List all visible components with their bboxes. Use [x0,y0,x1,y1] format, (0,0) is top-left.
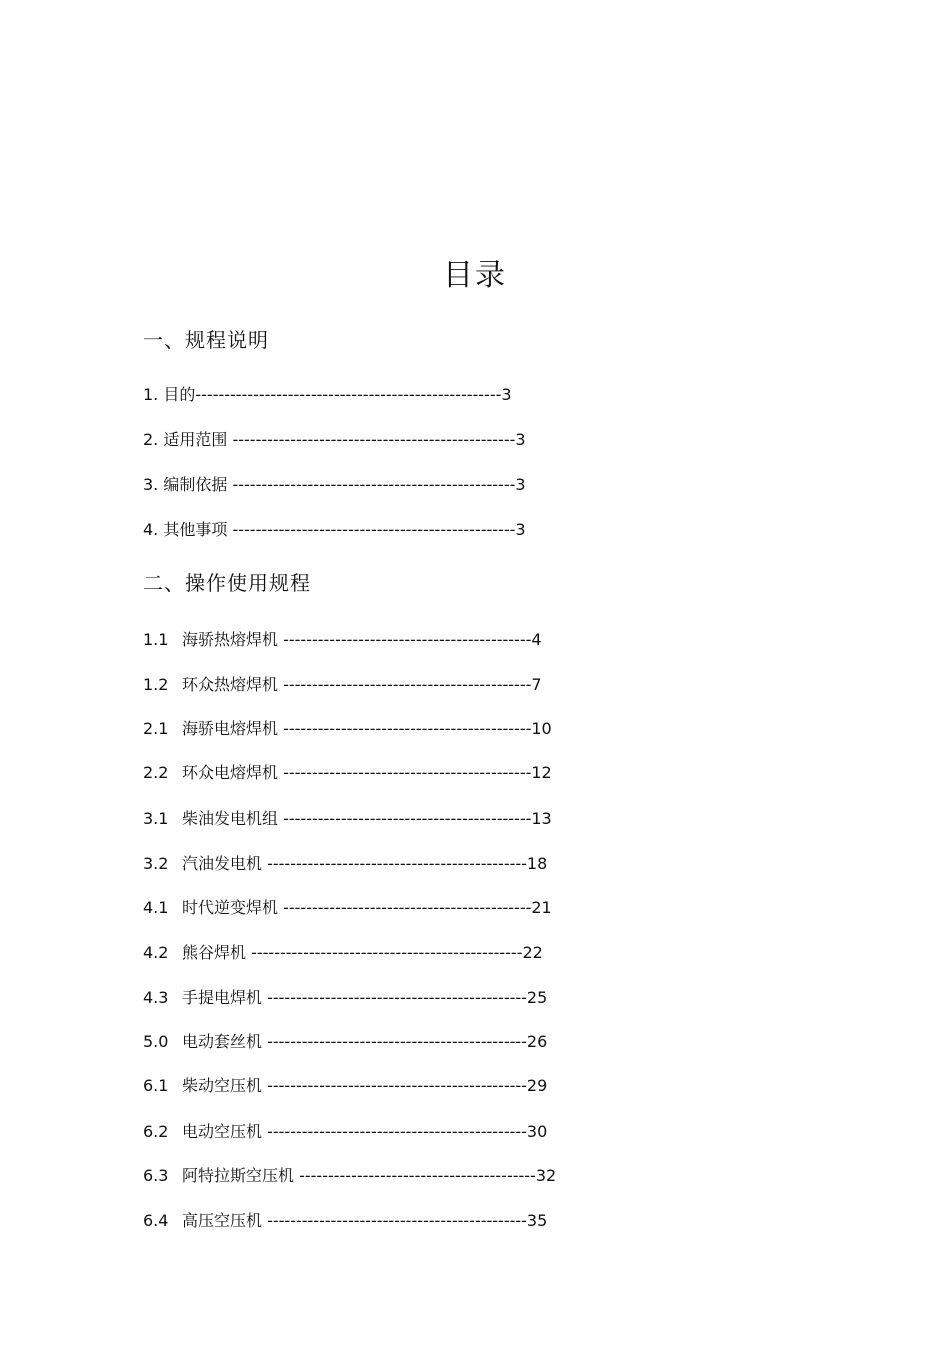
toc-entry-leader: ------------------------------------------- [283,719,532,738]
toc-entry-number: 4.2 [143,943,169,962]
toc-entry-number: 3.2 [143,854,169,873]
toc-entry-number: 6.4 [143,1211,169,1230]
toc-entry-label: 高压空压机 [182,1211,263,1230]
toc-entry-label: 目的 [163,385,196,404]
toc-entry-page: 22 [522,943,543,962]
toc-entry-number: 2.1 [143,719,169,738]
toc-entry-page: 3 [515,430,526,449]
page-title: 目录 [443,258,507,293]
toc-entry-label: 海骄热熔焊机 [182,630,279,649]
toc-entry-number: 2. [143,430,159,449]
toc-entry-leader: ------------------------------------------- [283,809,532,828]
toc-entry-leader: ------------------------------------------- [283,675,532,694]
toc-entry-number: 6.3 [143,1166,169,1185]
toc-entry-number: 6.1 [143,1076,169,1095]
toc-entry[interactable] [143,986,547,1010]
toc-entry[interactable] [143,673,542,697]
toc-entry[interactable] [143,761,552,785]
toc-entry-page: 30 [526,1122,548,1141]
toc-entry-number: 4. [143,520,159,539]
toc-entry-number: 5.0 [143,1032,169,1051]
toc-entry[interactable] [143,852,547,876]
toc-entry-label: 电动套丝机 [182,1032,263,1051]
toc-entry-label: 汽油发电机 [182,854,263,873]
toc-entry-page: 7 [531,675,542,694]
toc-entry[interactable] [143,628,542,652]
toc-entry-leader: --------------------------------------------- [267,1076,527,1095]
toc-entry-label: 电动空压机 [182,1122,263,1141]
toc-entry-leader: --------------------------------------------- [267,988,527,1007]
toc-entry-leader: ------------------------------------------------- [232,475,516,494]
toc-entry-page: 18 [526,854,548,873]
toc-entry-page: 12 [531,763,552,782]
toc-entry[interactable] [143,941,543,965]
toc-entry-page: 3 [501,385,512,404]
toc-entry-label: 手提电焊机 [182,988,263,1007]
toc-entry-page: 26 [526,1032,548,1051]
toc-entry[interactable] [143,1030,547,1054]
toc-entry-leader: ------------------------------------------------- [232,520,516,539]
toc-entry-number: 3.1 [143,809,169,828]
toc-entry-leader: ----------------------------------------------- [251,943,523,962]
toc-entry-number: 4.1 [143,898,169,917]
toc-entry-page: 13 [531,809,552,828]
toc-entry-label: 海骄电熔焊机 [182,719,279,738]
toc-entry-page: 25 [526,988,548,1007]
toc-entry-leader: ------------------------------------------- [283,763,532,782]
toc-entry-label: 适用范围 [163,430,228,449]
toc-entry[interactable] [143,1120,547,1144]
toc-entry-page: 21 [531,898,552,917]
toc-entry-leader: ------------------------------------------- [283,898,532,917]
toc-entry-number: 1.2 [143,675,169,694]
toc-entry-label: 时代逆变焊机 [182,898,279,917]
toc-entry[interactable] [143,428,526,452]
toc-entry[interactable] [143,807,552,831]
toc-entry-page: 10 [531,719,552,738]
toc-entry[interactable] [143,1074,547,1098]
toc-entry[interactable] [143,518,526,542]
toc-entry-label: 环众热熔焊机 [182,675,279,694]
toc-entry[interactable] [143,1209,547,1233]
toc-entry[interactable] [143,383,512,407]
toc-entry-page: 29 [526,1076,548,1095]
toc-entry-leader: --------------------------------------------- [267,854,527,873]
toc-entry-page: 4 [531,630,542,649]
toc-entry-label: 熊谷焊机 [182,943,247,962]
toc-entry-leader: ----------------------------------------- [299,1166,536,1185]
toc-entry[interactable] [143,1164,556,1188]
toc-entry-page: 32 [535,1166,557,1185]
toc-entry[interactable] [143,717,552,741]
toc-entry-leader: ------------------------------------------- [283,630,532,649]
toc-entry-number: 4.3 [143,988,169,1007]
toc-entry-label: 柴油发电机组 [182,809,279,828]
toc-entry-label: 编制依据 [163,475,228,494]
toc-entry-leader: --------------------------------------------- [267,1211,527,1230]
toc-entry-number: 1.1 [143,630,169,649]
toc-entry[interactable] [143,896,552,920]
toc-entry-page: 35 [526,1211,548,1230]
toc-entry-label: 环众电熔焊机 [182,763,279,782]
toc-entry[interactable] [143,473,526,497]
toc-entry-label: 阿特拉斯空压机 [182,1166,295,1185]
toc-entry-page: 3 [515,475,526,494]
toc-entry-leader: ----------------------------------------------------- [195,385,502,404]
toc-entry-label: 其他事项 [163,520,228,539]
toc-entry-leader: --------------------------------------------- [267,1122,527,1141]
toc-entry-leader: ------------------------------------------------- [232,430,516,449]
toc-entry-page: 3 [515,520,526,539]
toc-entry-number: 2.2 [143,763,169,782]
toc-entry-number: 6.2 [143,1122,169,1141]
section-heading-regulation-description: 一、规程说明 [143,328,269,352]
toc-entry-number: 1. [143,385,159,404]
toc-entry-label: 柴动空压机 [182,1076,263,1095]
section-heading-operation-procedures: 二、操作使用规程 [143,571,311,595]
toc-entry-number: 3. [143,475,159,494]
toc-entry-leader: --------------------------------------------- [267,1032,527,1051]
